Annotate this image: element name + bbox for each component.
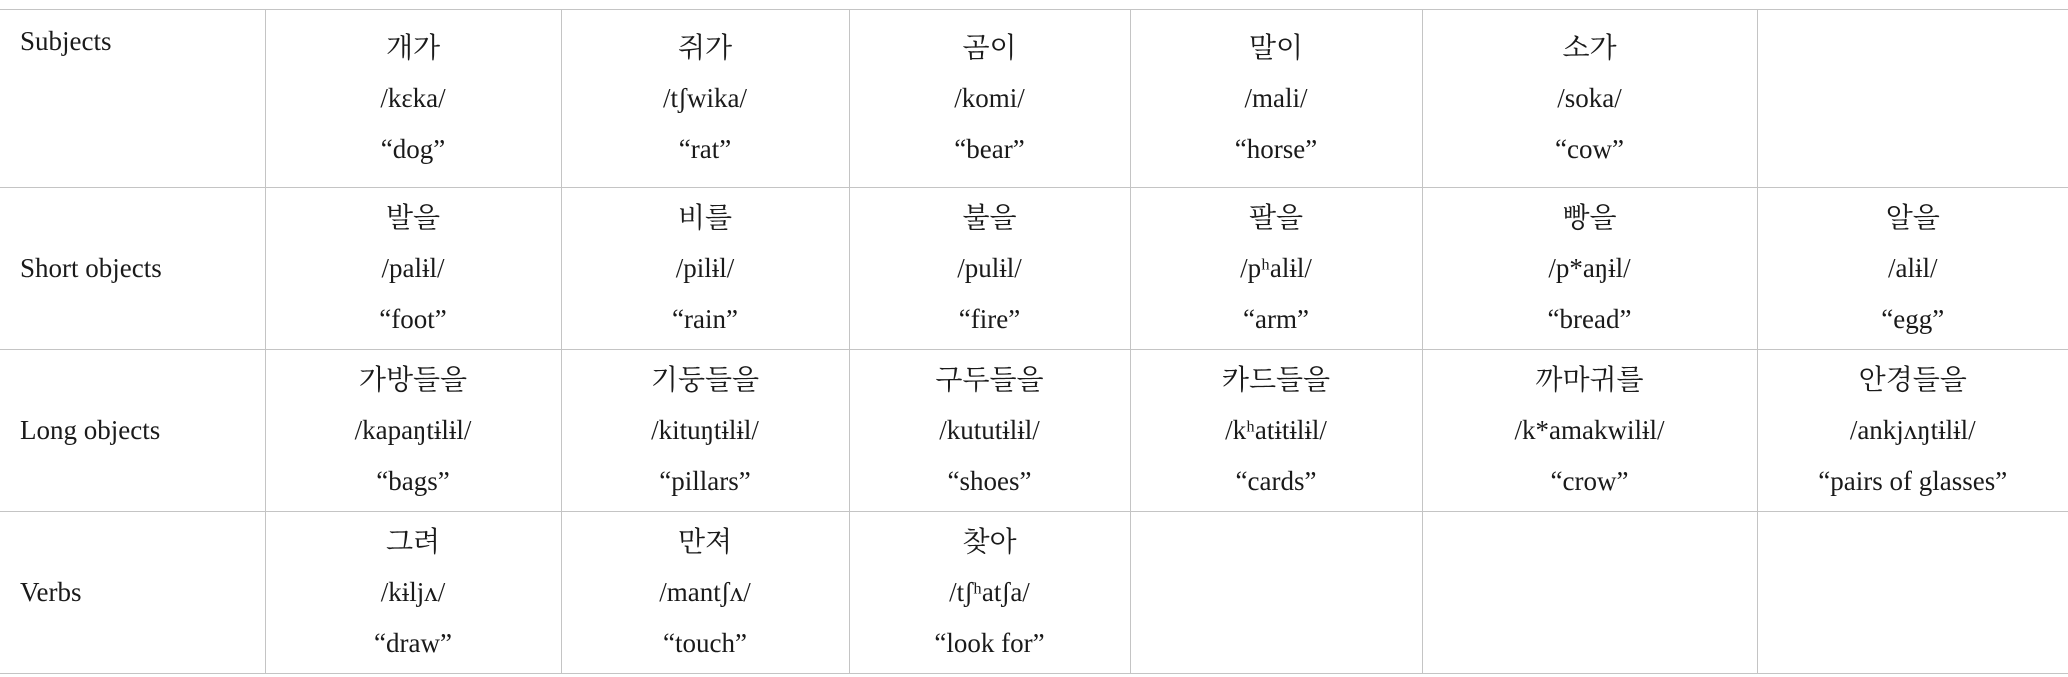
table-row <box>0 10 2068 188</box>
ipa-transcription: /kɛka/ <box>380 83 446 113</box>
ipa-transcription: /mali/ <box>1244 83 1308 113</box>
english-gloss: “bread” <box>1547 304 1632 334</box>
ipa-transcription: /pilɨl/ <box>675 253 735 283</box>
korean-word: 알을 <box>1885 201 1940 234</box>
ipa-transcription: /ankjʌŋtɨlɨl/ <box>1849 415 1976 445</box>
row-label: Long objects <box>0 350 265 512</box>
ipa-transcription: /kʰatɨtɨlɨl/ <box>1225 415 1327 445</box>
korean-word: 기둥들을 <box>650 363 760 396</box>
korean-word: 카드들을 <box>1221 363 1331 396</box>
korean-word: 빵을 <box>1562 201 1617 234</box>
row-label: Subjects <box>0 10 265 188</box>
ipa-transcription: /pʰalɨl/ <box>1240 253 1312 283</box>
english-gloss: “draw” <box>374 628 452 658</box>
english-gloss: “egg” <box>1881 304 1945 334</box>
table-cell-empty <box>1422 512 1757 674</box>
table-cell <box>849 188 1130 350</box>
table-cell <box>1422 350 1757 512</box>
table-cell <box>849 10 1130 188</box>
english-gloss: “foot” <box>379 304 447 334</box>
korean-word: 그려 <box>385 525 441 558</box>
english-gloss: “bags” <box>376 466 450 496</box>
table-cell <box>265 512 561 674</box>
table-cell <box>1130 188 1422 350</box>
english-gloss: “look for” <box>934 628 1045 658</box>
korean-word: 구두들을 <box>935 363 1044 396</box>
korean-word: 곰이 <box>962 31 1017 64</box>
ipa-transcription: /soka/ <box>1557 83 1622 113</box>
korean-word: 불을 <box>962 201 1017 234</box>
english-gloss: “dog” <box>380 134 446 164</box>
english-gloss: “cards” <box>1235 466 1317 496</box>
table-cell <box>265 350 561 512</box>
table-cell <box>1422 10 1757 188</box>
row-label: Short objects <box>0 188 265 350</box>
ipa-transcription: /kɨljʌ/ <box>380 577 446 607</box>
english-gloss: “rat” <box>678 134 732 164</box>
ipa-transcription: /palɨl/ <box>381 253 445 283</box>
ipa-transcription: /kapaŋtɨlɨl/ <box>354 415 472 445</box>
english-gloss: “touch” <box>663 628 747 658</box>
ipa-transcription: /komi/ <box>954 83 1025 113</box>
ipa-transcription: /kituŋtɨlɨl/ <box>651 415 759 445</box>
ipa-transcription: /pulɨl/ <box>957 253 1022 283</box>
table-cell <box>1757 350 2068 512</box>
table-cell-empty <box>1130 512 1422 674</box>
table-cell <box>1757 188 2068 350</box>
table-cell <box>561 350 849 512</box>
english-gloss: “rain” <box>672 304 738 334</box>
korean-word: 개가 <box>385 31 441 64</box>
table-cell <box>1422 188 1757 350</box>
table-cell <box>849 350 1130 512</box>
table-cell <box>561 512 849 674</box>
english-gloss: “cow” <box>1555 134 1624 164</box>
korean-word: 까마귀를 <box>1535 363 1644 396</box>
stimuli-table <box>0 9 2068 674</box>
table-cell <box>265 10 561 188</box>
english-gloss: “shoes” <box>947 466 1032 496</box>
ipa-transcription: /tʃʰatʃa/ <box>949 577 1030 607</box>
ipa-transcription: /tʃwika/ <box>663 83 747 113</box>
korean-word: 비를 <box>677 201 733 234</box>
english-gloss: “fire” <box>958 304 1021 334</box>
korean-word: 말이 <box>1248 31 1304 64</box>
english-gloss: “pairs of glasses” <box>1818 466 2008 496</box>
ipa-transcription: /alɨl/ <box>1888 253 1938 283</box>
table-row <box>0 350 2068 512</box>
korean-word: 안경들을 <box>1858 363 1967 396</box>
table-cell-empty <box>1757 10 2068 188</box>
ipa-transcription: /p*aŋɨl/ <box>1548 253 1631 283</box>
ipa-transcription: /k*amakwilɨl/ <box>1514 415 1665 445</box>
korean-word: 가방들을 <box>358 363 468 396</box>
table-cell <box>265 188 561 350</box>
english-gloss: “pillars” <box>659 466 751 496</box>
korean-word: 소가 <box>1562 31 1617 64</box>
table-cell <box>1130 10 1422 188</box>
english-gloss: “arm” <box>1243 304 1309 334</box>
ipa-transcription: /mantʃʌ/ <box>659 577 751 607</box>
korean-word: 팔을 <box>1248 201 1304 234</box>
korean-word: 발을 <box>385 201 441 234</box>
table-cell <box>1130 350 1422 512</box>
english-gloss: “bear” <box>954 134 1025 164</box>
english-gloss: “crow” <box>1550 466 1629 496</box>
ipa-transcription: /kututɨlɨl/ <box>939 415 1040 445</box>
row-label: Verbs <box>0 512 265 674</box>
table-row <box>0 512 2068 674</box>
table-cell <box>561 10 849 188</box>
korean-word: 만져 <box>677 525 733 558</box>
korean-word: 쥐가 <box>677 31 733 64</box>
table-cell <box>561 188 849 350</box>
table-cell-empty <box>1757 512 2068 674</box>
korean-word: 찾아 <box>962 525 1017 558</box>
table-cell <box>849 512 1130 674</box>
table-row <box>0 188 2068 350</box>
english-gloss: “horse” <box>1234 134 1318 164</box>
